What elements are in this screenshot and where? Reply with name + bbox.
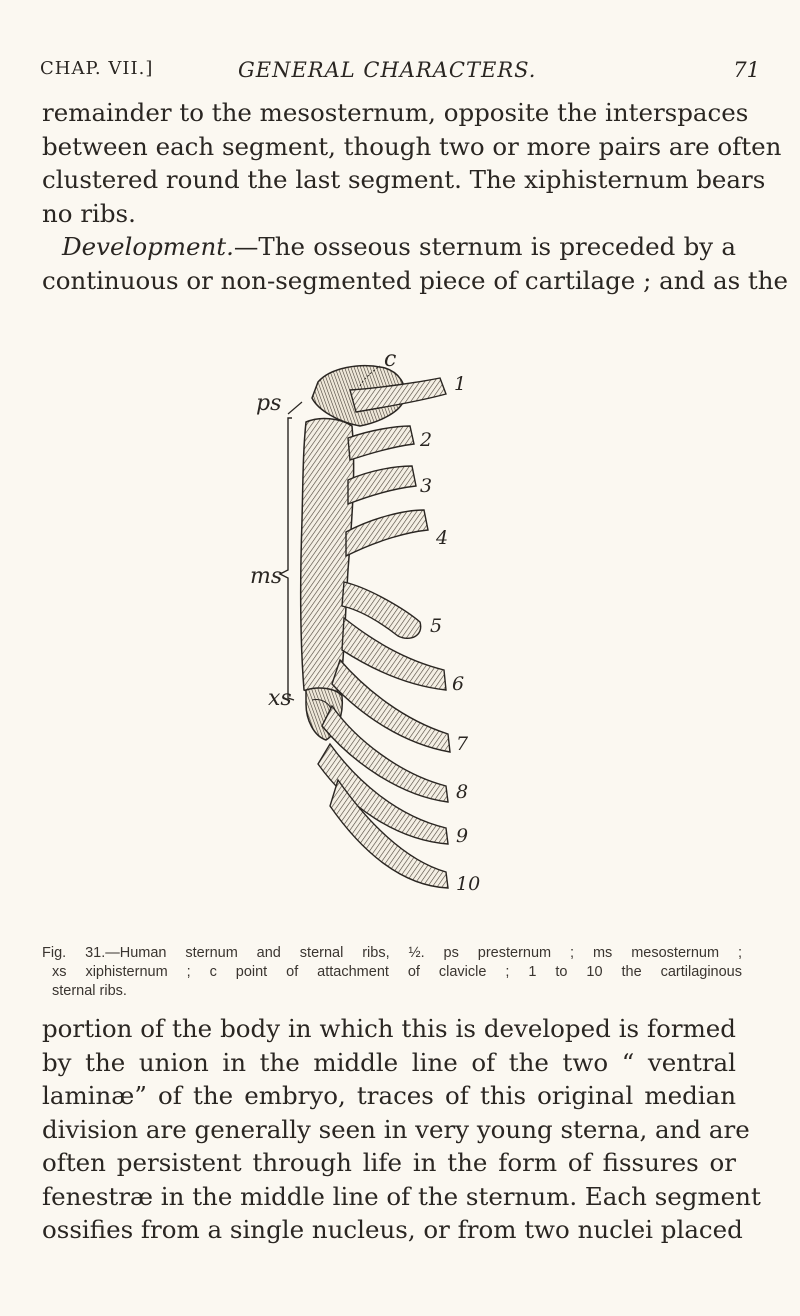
- ms-bracket: [280, 418, 294, 700]
- ps-pointer: [288, 402, 302, 414]
- caption-line: xs xiphisternum ; c point of attachment of clavicle ; 1 to 10 the cartilaginous: [52, 964, 742, 980]
- rib-number: 2: [420, 429, 433, 451]
- figure-caption: [42, 944, 742, 1001]
- rib-number: 7: [456, 733, 469, 755]
- text-line: ossifies from a single nucleus, or from two nuclei placed: [42, 1215, 743, 1244]
- development-heading: Development.: [62, 232, 234, 261]
- label-ms: ms: [250, 564, 283, 589]
- text-line: between each segment, though two or more pairs are often: [42, 131, 782, 161]
- label-ps: ps: [256, 391, 282, 416]
- text-line: division are generally seen in very young sterna, and are: [42, 1114, 750, 1144]
- text-line: fenestræ in the middle line of the sternum. Each segment: [42, 1181, 761, 1211]
- rib-number: 10: [456, 873, 481, 895]
- caption-line: Fig. 31.—Human sternum and sternal ribs, ½. ps presternum ; ms mesosternum ;: [42, 945, 742, 961]
- chapter-label: CHAP. VII.]: [40, 58, 154, 79]
- text-line: laminæ” of the embryo, traces of this original median: [42, 1081, 736, 1110]
- label-c: c: [384, 347, 397, 372]
- running-header: [40, 58, 774, 88]
- caption-line: sternal ribs.: [52, 983, 127, 999]
- text-line: often persistent through life in the form of fissures or: [42, 1148, 736, 1177]
- page-number: 71: [733, 58, 760, 82]
- development-text: —The osseous sternum is preceded by a: [233, 232, 736, 261]
- rib-number: 6: [452, 673, 465, 695]
- rib-number: 1: [454, 373, 467, 395]
- rib-number: 8: [456, 781, 469, 803]
- text-line: no ribs.: [42, 198, 136, 228]
- text-line: by the union in the middle line of the two “ ventral: [42, 1047, 736, 1077]
- rib-number: 4: [436, 527, 449, 549]
- development-line: [42, 230, 736, 264]
- paragraph-top: [42, 96, 789, 297]
- rib-number: 9: [456, 825, 469, 847]
- paragraph-bottom: [42, 1012, 761, 1247]
- text-line: remainder to the mesosternum, opposite the interspaces: [42, 98, 749, 127]
- rib-number: 5: [430, 615, 443, 637]
- rib-number: 3: [420, 475, 433, 497]
- text-line: portion of the body in which this is developed is formed: [42, 1014, 736, 1043]
- text-line: continuous or non-segmented piece of cartilage ; and as the: [42, 265, 789, 295]
- label-xs: xs: [268, 686, 292, 711]
- running-title: GENERAL CHARACTERS.: [238, 58, 537, 82]
- sternum-illustration: [0, 347, 800, 945]
- sternum-figure: [0, 347, 800, 945]
- text-line: clustered round the last segment. The xiphisternum bears: [42, 165, 766, 194]
